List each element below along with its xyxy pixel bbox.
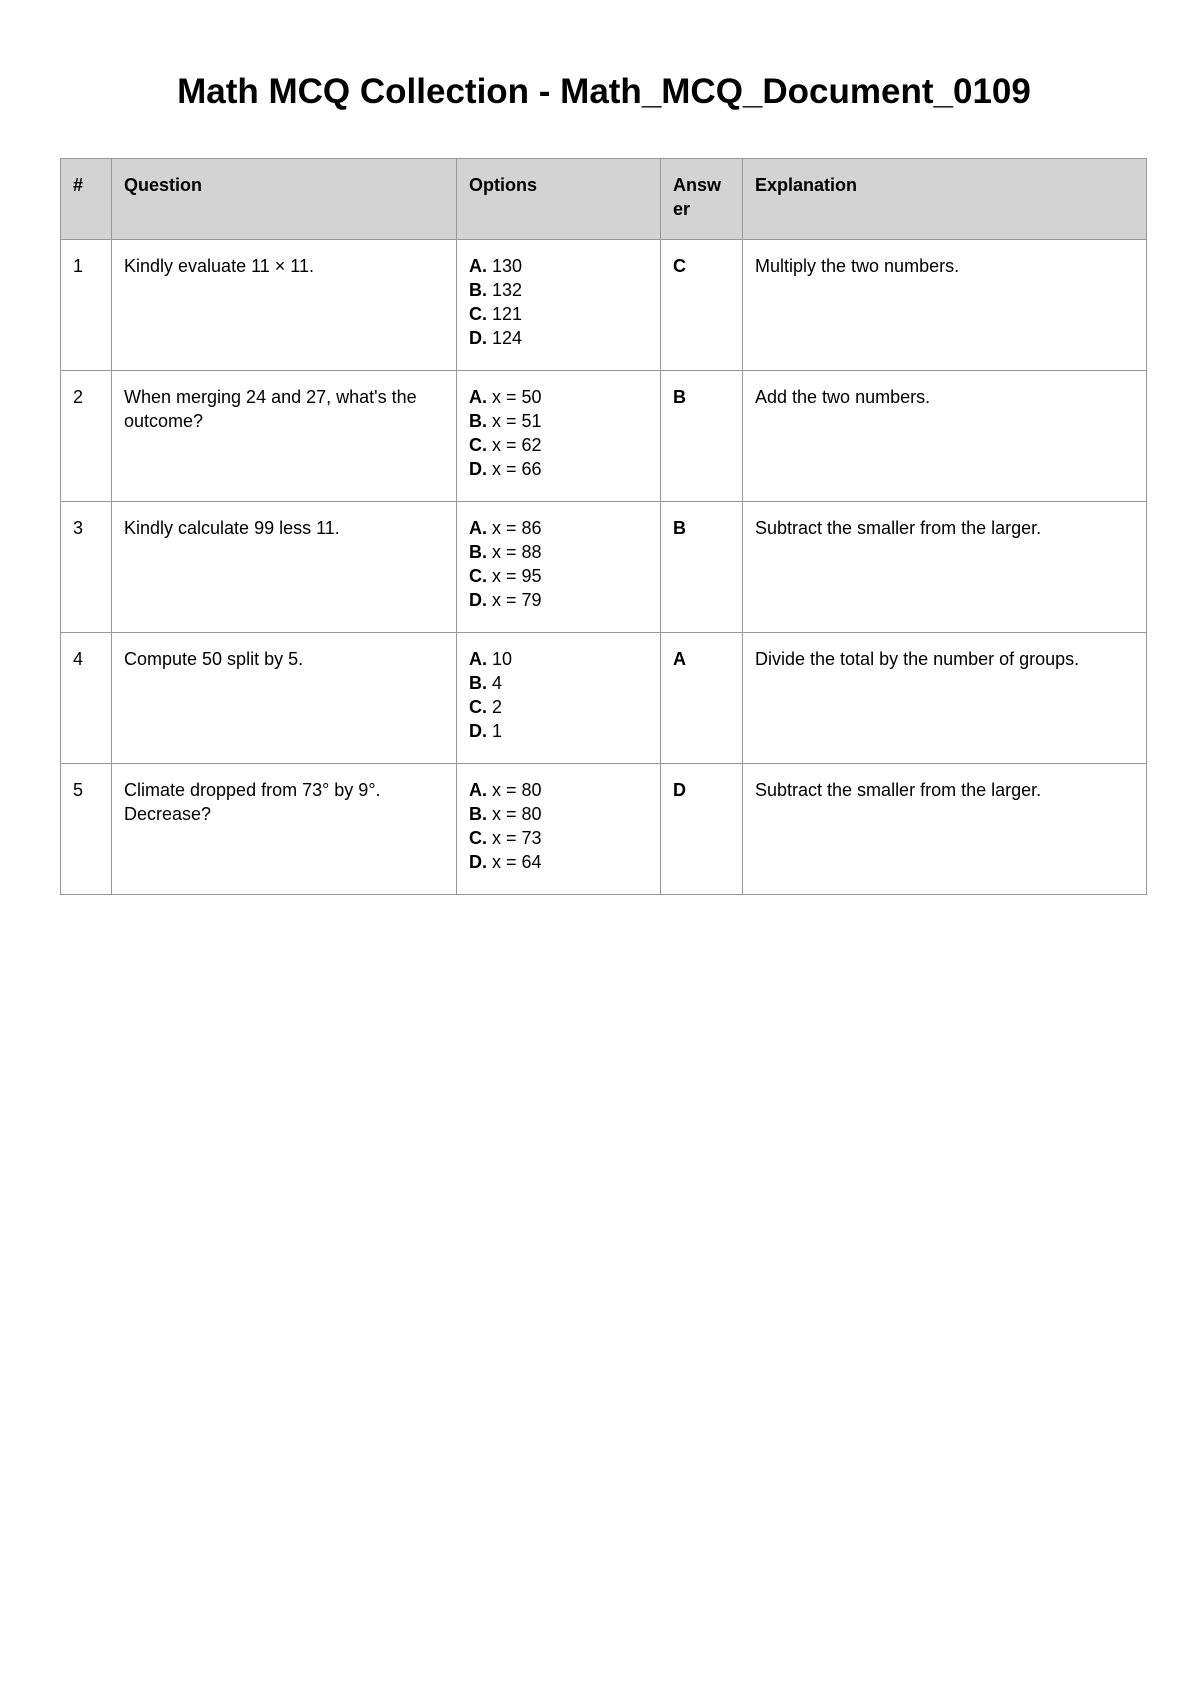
question-number: 1 bbox=[61, 240, 112, 371]
answer: B bbox=[661, 371, 743, 502]
table-row bbox=[61, 371, 1147, 502]
question-text: Kindly evaluate 11 × 11. bbox=[112, 240, 457, 371]
option-letter: B. bbox=[469, 411, 487, 431]
option-text: 130 bbox=[492, 256, 523, 276]
option-letter: A. bbox=[469, 649, 487, 669]
options-cell bbox=[457, 240, 661, 371]
option-letter: D. bbox=[469, 328, 487, 348]
options-cell bbox=[457, 764, 661, 895]
option-text: 1 bbox=[492, 721, 503, 741]
option-c bbox=[469, 433, 648, 457]
header-number: # bbox=[61, 159, 112, 240]
question-text: When merging 24 and 27, what's the outcome? bbox=[112, 371, 457, 502]
header-explanation: Explanation bbox=[743, 159, 1147, 240]
option-text: x = 50 bbox=[492, 387, 542, 407]
answer: A bbox=[661, 633, 743, 764]
option-text: 10 bbox=[492, 649, 513, 669]
option-a bbox=[469, 385, 648, 409]
option-letter: C. bbox=[469, 304, 487, 324]
option-a bbox=[469, 254, 648, 278]
option-letter: D. bbox=[469, 459, 487, 479]
option-letter: A. bbox=[469, 387, 487, 407]
option-text: x = 66 bbox=[492, 459, 542, 479]
option-d bbox=[469, 719, 648, 743]
option-letter: C. bbox=[469, 435, 487, 455]
option-letter: A. bbox=[469, 780, 487, 800]
question-text: Climate dropped from 73° by 9°. Decrease? bbox=[112, 764, 457, 895]
mcq-table bbox=[60, 158, 1147, 895]
header-answer: Answ er bbox=[661, 159, 743, 240]
explanation: Subtract the smaller from the larger. bbox=[743, 502, 1147, 633]
option-d bbox=[469, 326, 648, 350]
table-row bbox=[61, 764, 1147, 895]
option-text: 124 bbox=[492, 328, 523, 348]
option-text: 2 bbox=[492, 697, 503, 717]
option-letter: C. bbox=[469, 697, 487, 717]
explanation: Add the two numbers. bbox=[743, 371, 1147, 502]
options-cell bbox=[457, 633, 661, 764]
table-row bbox=[61, 240, 1147, 371]
answer: D bbox=[661, 764, 743, 895]
page-title: Math MCQ Collection - Math_MCQ_Document_0109 bbox=[177, 72, 1031, 111]
option-text: 132 bbox=[492, 280, 523, 300]
option-letter: A. bbox=[469, 256, 487, 276]
option-letter: C. bbox=[469, 828, 487, 848]
option-a bbox=[469, 647, 648, 671]
explanation: Subtract the smaller from the larger. bbox=[743, 764, 1147, 895]
answer: B bbox=[661, 502, 743, 633]
option-b bbox=[469, 278, 648, 302]
option-text: x = 73 bbox=[492, 828, 542, 848]
option-letter: B. bbox=[469, 542, 487, 562]
header-row bbox=[61, 159, 1147, 240]
option-b bbox=[469, 409, 648, 433]
header-question: Question bbox=[112, 159, 457, 240]
option-letter: D. bbox=[469, 852, 487, 872]
option-letter: B. bbox=[469, 280, 487, 300]
option-letter: B. bbox=[469, 804, 487, 824]
table-row bbox=[61, 502, 1147, 633]
option-letter: D. bbox=[469, 721, 487, 741]
option-text: x = 80 bbox=[492, 780, 542, 800]
option-a bbox=[469, 516, 648, 540]
options-cell bbox=[457, 502, 661, 633]
answer: C bbox=[661, 240, 743, 371]
table-row bbox=[61, 633, 1147, 764]
option-text: x = 80 bbox=[492, 804, 542, 824]
option-c bbox=[469, 564, 648, 588]
option-b bbox=[469, 540, 648, 564]
option-d bbox=[469, 457, 648, 481]
option-text: x = 62 bbox=[492, 435, 542, 455]
option-letter: B. bbox=[469, 673, 487, 693]
explanation: Divide the total by the number of groups. bbox=[743, 633, 1147, 764]
question-text: Kindly calculate 99 less 11. bbox=[112, 502, 457, 633]
question-number: 5 bbox=[61, 764, 112, 895]
option-letter: A. bbox=[469, 518, 487, 538]
question-number: 2 bbox=[61, 371, 112, 502]
option-text: x = 86 bbox=[492, 518, 542, 538]
option-letter: D. bbox=[469, 590, 487, 610]
option-c bbox=[469, 826, 648, 850]
option-text: x = 88 bbox=[492, 542, 542, 562]
option-b bbox=[469, 802, 648, 826]
question-text: Compute 50 split by 5. bbox=[112, 633, 457, 764]
option-b bbox=[469, 671, 648, 695]
question-number: 3 bbox=[61, 502, 112, 633]
option-d bbox=[469, 588, 648, 612]
option-a bbox=[469, 778, 648, 802]
option-letter: C. bbox=[469, 566, 487, 586]
option-c bbox=[469, 302, 648, 326]
option-text: 121 bbox=[492, 304, 523, 324]
option-d bbox=[469, 850, 648, 874]
header-options: Options bbox=[457, 159, 661, 240]
option-c bbox=[469, 695, 648, 719]
option-text: x = 64 bbox=[492, 852, 542, 872]
question-number: 4 bbox=[61, 633, 112, 764]
option-text: x = 95 bbox=[492, 566, 542, 586]
option-text: x = 79 bbox=[492, 590, 542, 610]
option-text: 4 bbox=[492, 673, 503, 693]
options-cell bbox=[457, 371, 661, 502]
explanation: Multiply the two numbers. bbox=[743, 240, 1147, 371]
option-text: x = 51 bbox=[492, 411, 542, 431]
